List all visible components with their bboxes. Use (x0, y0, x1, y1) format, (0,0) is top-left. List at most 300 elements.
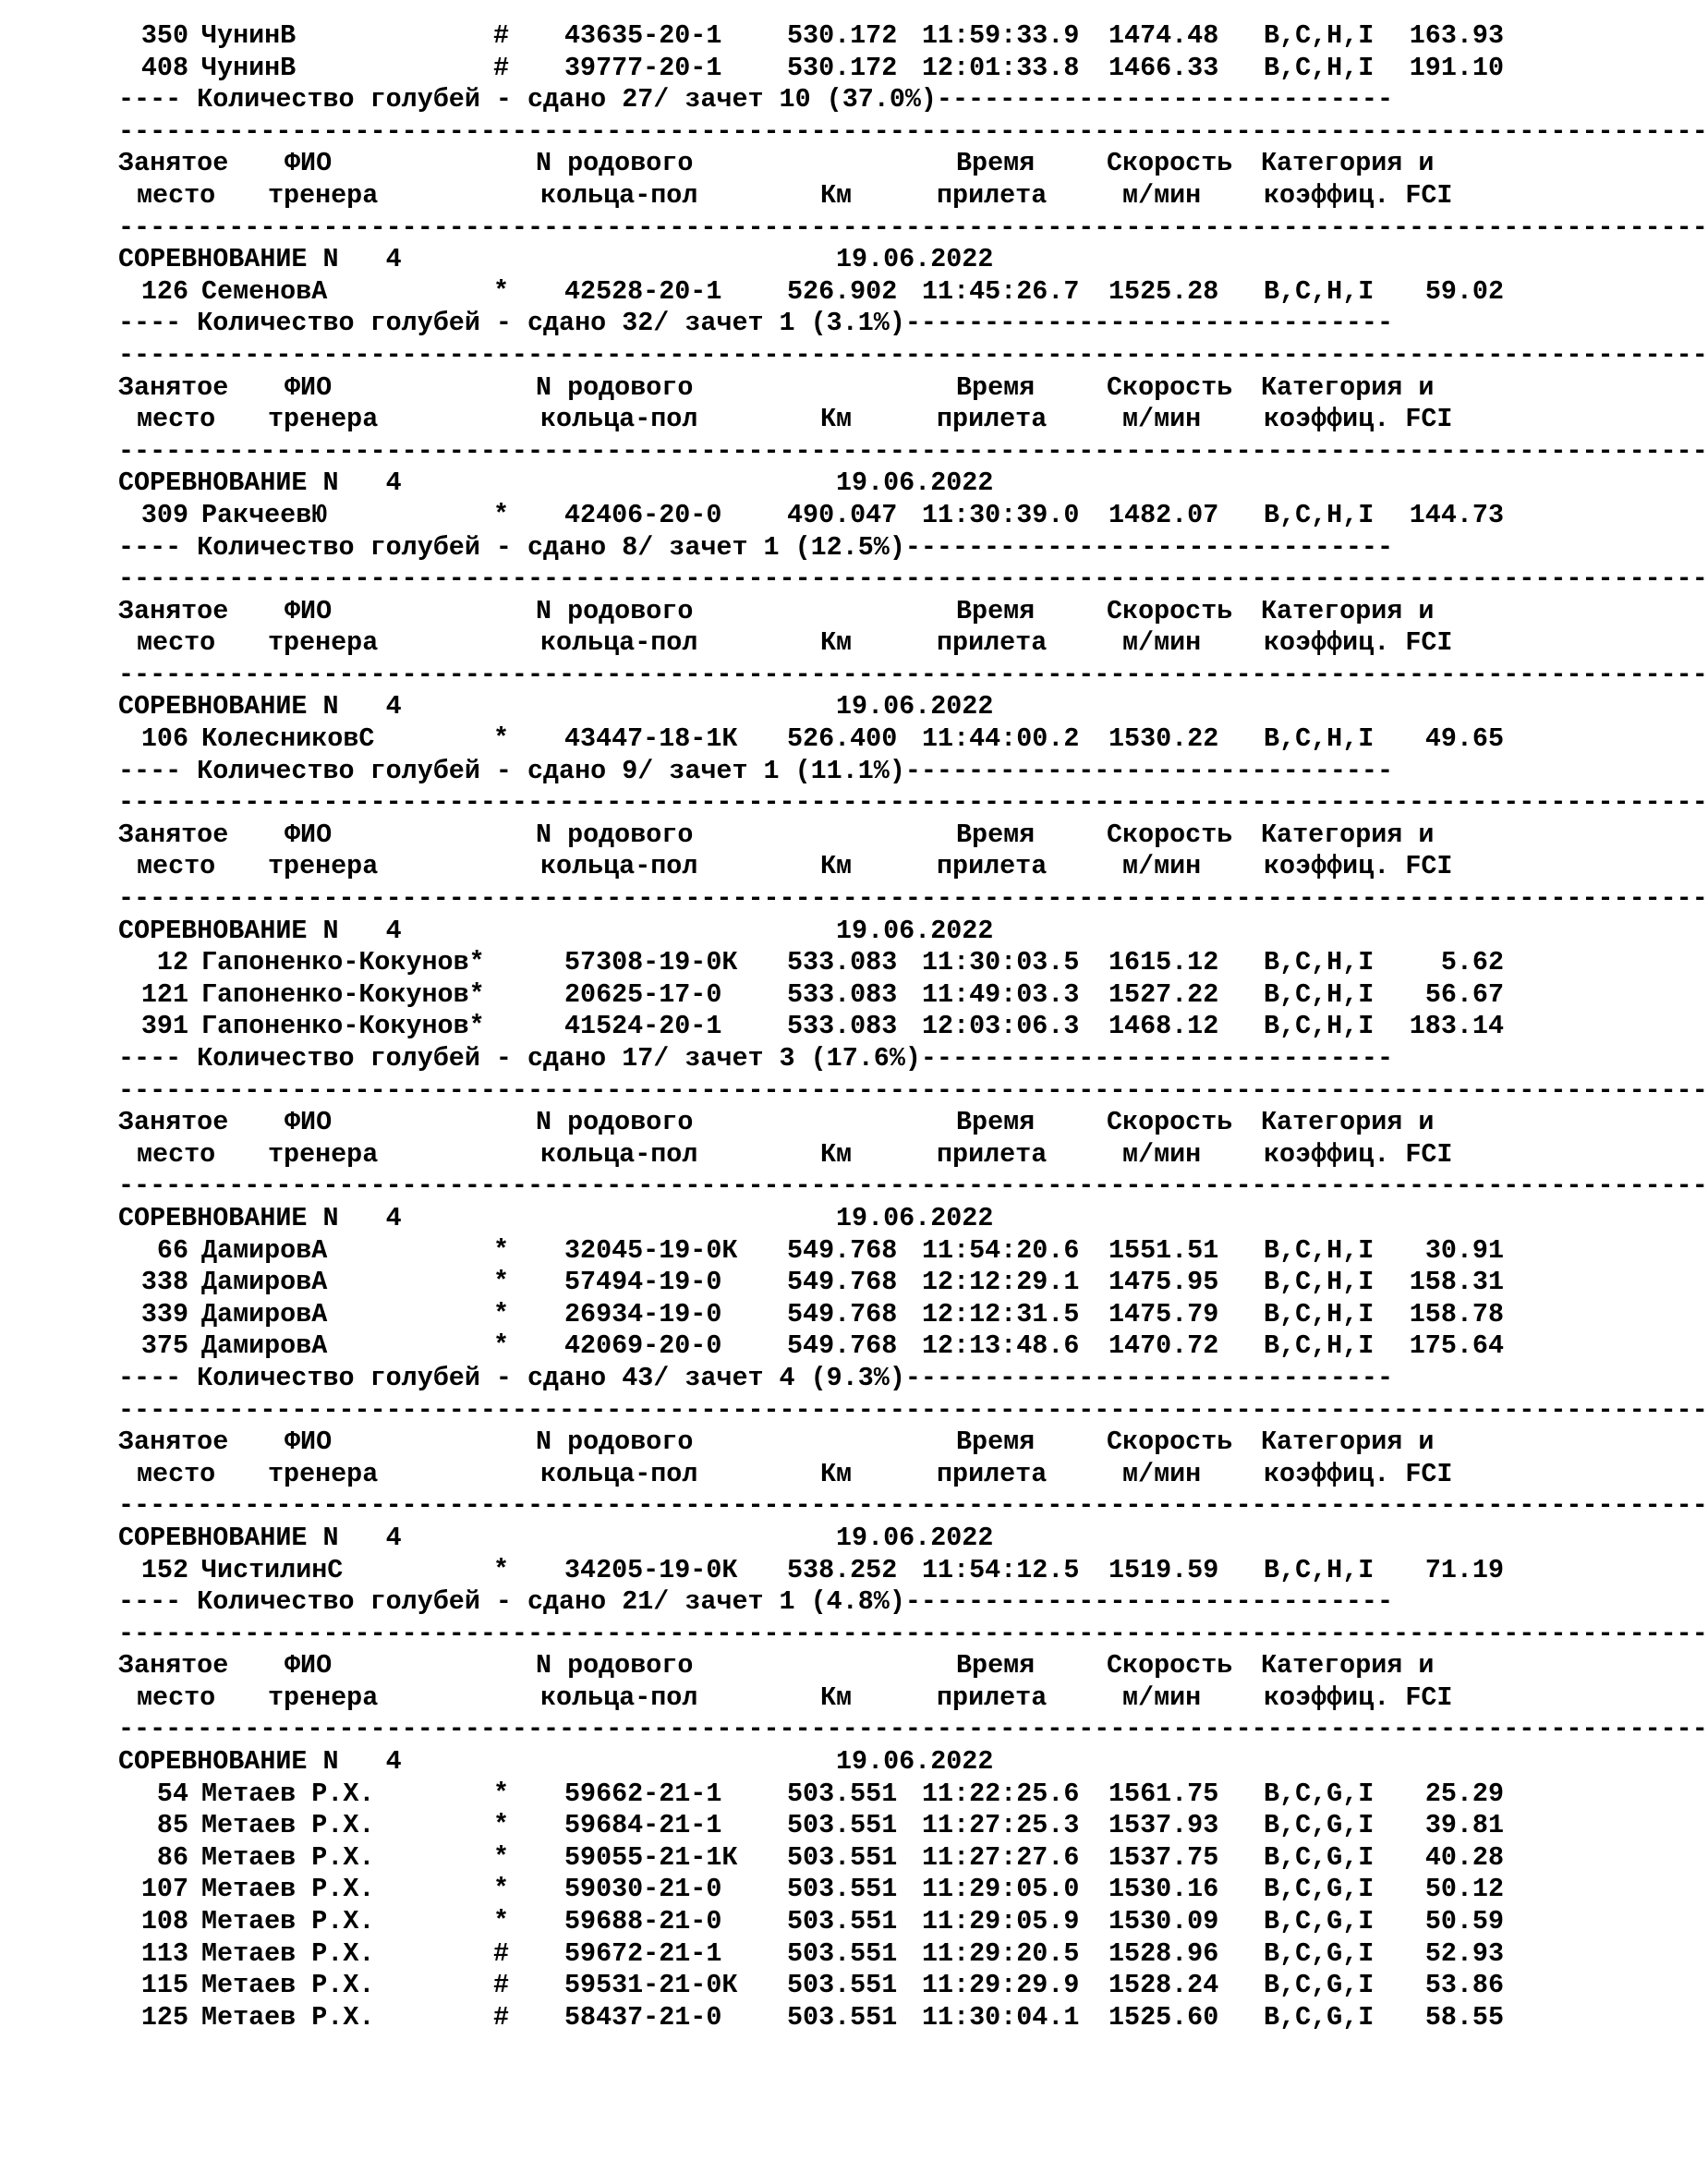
competition-date: 19.06.2022 (836, 1522, 994, 1553)
category-cell: B,C,H,I (1264, 947, 1375, 978)
header-place-2: место (137, 1681, 216, 1713)
arrival-time-cell: 12:01:33.8 (922, 52, 1080, 83)
trainer-name-cell: ЧунинВ (201, 20, 297, 51)
category-cell: B,C,H,I (1264, 1298, 1375, 1329)
header-place: Занятое (118, 1427, 229, 1458)
speed-cell: 1475.95 (1108, 1267, 1219, 1298)
separator-line (0, 787, 1708, 819)
header-time: Время (956, 371, 1036, 403)
fci-coefficient-cell: 53.86 (1424, 1970, 1504, 2001)
header-ring: N родового (536, 148, 694, 179)
arrival-time-cell: 12:12:31.5 (922, 1298, 1080, 1329)
ring-number-cell: 39777-20-1 (564, 52, 722, 83)
trainer-name-cell: ДамировА (201, 1267, 328, 1298)
header-ring-2: кольца-пол (540, 1138, 698, 1170)
speed-cell: 1551.51 (1108, 1234, 1219, 1266)
fci-coefficient-cell: 40.28 (1424, 1841, 1504, 1873)
speed-cell: 1474.48 (1108, 20, 1219, 51)
ring-number-cell: 59531-21-0К (564, 1970, 738, 2001)
column-header-line-1 (0, 1427, 1528, 1459)
trainer-name-cell: Метаев Р.Х. (201, 1874, 375, 1905)
mark-cell: * (493, 275, 510, 307)
fci-coefficient-cell: 58.55 (1424, 2001, 1504, 2033)
header-time-2: прилета (937, 1681, 1048, 1713)
speed-cell: 1530.22 (1108, 723, 1219, 755)
speed-cell: 1615.12 (1108, 947, 1219, 978)
fci-coefficient-cell: 163.93 (1409, 20, 1504, 51)
header-category-2: коэффиц. FCI (1264, 1138, 1453, 1170)
distance-km-cell: 503.551 (787, 1906, 898, 1937)
header-place-2: место (137, 627, 216, 659)
mark-cell: * (493, 1267, 510, 1298)
fci-coefficient-cell: 39.81 (1424, 1810, 1504, 1841)
category-cell: B,C,H,I (1264, 52, 1375, 83)
distance-km-cell: 549.768 (787, 1234, 898, 1266)
mark-cell: * (493, 1906, 510, 1937)
header-ring: N родового (536, 1650, 694, 1681)
arrival-time-cell: 11:29:05.0 (922, 1874, 1080, 1905)
separator-dashes: ----------------------------------------------------------------------------------------------------- (118, 1618, 1708, 1649)
place-cell: 391 (140, 1011, 188, 1042)
place-cell: 54 (156, 1778, 188, 1809)
header-ring-2: кольца-пол (540, 1458, 698, 1489)
header-time-2: прилета (937, 627, 1048, 659)
result-row (0, 1906, 1528, 1938)
arrival-time-cell: 11:44:00.2 (922, 723, 1080, 755)
category-cell: B,C,H,I (1264, 1554, 1375, 1585)
speed-cell: 1466.33 (1108, 52, 1219, 83)
competition-title: СОРЕВНОВАНИЕ N 4 (118, 1202, 402, 1233)
competition-title: СОРЕВНОВАНИЕ N 4 (118, 467, 402, 499)
header-place-2: место (137, 1138, 216, 1170)
speed-cell: 1530.16 (1108, 1874, 1219, 1905)
trainer-name-cell: Метаев Р.Х. (201, 1778, 375, 1809)
ring-number-cell: 57308-19-0К (564, 947, 738, 978)
header-place-2: место (137, 1458, 216, 1489)
ring-number-cell: 57494-19-0 (564, 1267, 722, 1298)
distance-km-cell: 533.083 (787, 978, 898, 1010)
distance-km-cell: 503.551 (787, 1937, 898, 1969)
mark-cell: * (493, 1810, 510, 1841)
ring-number-cell: 42528-20-1 (564, 275, 722, 307)
header-fio: ФИО (285, 148, 333, 179)
ring-number-cell: 59672-21-1 (564, 1937, 722, 1969)
arrival-time-cell: 11:30:03.5 (922, 947, 1080, 978)
place-cell: 85 (156, 1810, 188, 1841)
separator-dashes: ----------------------------------------------------------------------------------------------------- (118, 212, 1708, 243)
category-cell: B,C,H,I (1264, 499, 1375, 530)
result-row (0, 1299, 1528, 1331)
mark-cell: * (493, 1234, 510, 1266)
separator-line (0, 883, 1708, 916)
header-category-2: коэффиц. FCI (1264, 627, 1453, 659)
fci-coefficient-cell: 183.14 (1409, 1011, 1504, 1042)
separator-dashes: ----------------------------------------------------------------------------------------------------- (118, 883, 1708, 915)
distance-km-cell: 538.252 (787, 1554, 898, 1585)
header-speed: Скорость (1107, 148, 1233, 179)
distance-km-cell: 549.768 (787, 1298, 898, 1329)
arrival-time-cell: 12:03:06.3 (922, 1011, 1080, 1042)
header-speed-2: м/мин (1122, 851, 1202, 882)
competition-title: СОРЕВНОВАНИЕ N 4 (118, 691, 402, 722)
trainer-name-cell: Метаев Р.Х. (201, 1937, 375, 1969)
distance-km-cell: 503.551 (787, 2001, 898, 2033)
place-cell: 350 (140, 20, 188, 51)
header-fio: ФИО (285, 371, 333, 403)
result-row (0, 723, 1528, 756)
results-document (0, 20, 1708, 2034)
pigeon-count-summary: ---- Количество голубей - сдано 21/ зачет 1 (4.8%)------------------------------- (118, 1586, 1394, 1618)
distance-km-cell: 549.768 (787, 1330, 898, 1362)
arrival-time-cell: 11:29:05.9 (922, 1906, 1080, 1937)
result-row (0, 1555, 1528, 1587)
result-row (0, 1938, 1528, 1971)
arrival-time-cell: 11:27:27.6 (922, 1841, 1080, 1873)
competition-date: 19.06.2022 (836, 915, 994, 946)
separator-dashes: ----------------------------------------------------------------------------------------------------- (118, 339, 1708, 370)
arrival-time-cell: 11:45:26.7 (922, 275, 1080, 307)
header-fio-2: тренера (268, 1458, 379, 1489)
category-cell: B,C,G,I (1264, 1874, 1375, 1905)
header-ring: N родового (536, 595, 694, 626)
competition-title-line (0, 1523, 1528, 1555)
column-header-line-2 (0, 1139, 1528, 1172)
arrival-time-cell: 11:49:03.3 (922, 978, 1080, 1010)
ring-number-cell: 59684-21-1 (564, 1810, 722, 1841)
header-fio: ФИО (285, 1650, 333, 1681)
ring-number-cell: 43447-18-1К (564, 723, 738, 755)
separator-dashes: ----------------------------------------------------------------------------------------------------- (118, 1074, 1708, 1106)
ring-number-cell: 59662-21-1 (564, 1778, 722, 1809)
ring-number-cell: 42069-20-0 (564, 1330, 722, 1362)
ring-number-cell: 59030-21-0 (564, 1874, 722, 1905)
result-row (0, 947, 1528, 979)
fci-coefficient-cell: 144.73 (1409, 499, 1504, 530)
result-row (0, 1842, 1528, 1875)
trainer-name-cell: Метаев Р.Х. (201, 1841, 375, 1873)
ring-number-cell: 34205-19-0К (564, 1554, 738, 1585)
arrival-time-cell: 11:29:20.5 (922, 1937, 1080, 1969)
category-cell: B,C,G,I (1264, 1970, 1375, 2001)
separator-dashes: ----------------------------------------------------------------------------------------------------- (118, 787, 1708, 819)
separator-dashes: ----------------------------------------------------------------------------------------------------- (118, 1490, 1708, 1522)
header-fio-2: тренера (268, 851, 379, 882)
header-fio-2: тренера (268, 627, 379, 659)
header-km: Км (820, 627, 853, 659)
header-category: Категория и (1261, 148, 1435, 179)
category-cell: B,C,G,I (1264, 1778, 1375, 1809)
category-cell: B,C,H,I (1264, 275, 1375, 307)
header-speed-2: м/мин (1122, 1681, 1202, 1713)
place-cell: 126 (140, 275, 188, 307)
category-cell: B,C,H,I (1264, 1267, 1375, 1298)
separator-line (0, 1490, 1708, 1523)
header-speed-2: м/мин (1122, 1458, 1202, 1489)
column-header-line-1 (0, 596, 1528, 628)
fci-coefficient-cell: 56.67 (1424, 978, 1504, 1010)
category-cell: B,C,G,I (1264, 1937, 1375, 1969)
result-row (0, 1970, 1528, 2002)
category-cell: B,C,H,I (1264, 978, 1375, 1010)
header-category-2: коэффиц. FCI (1264, 1458, 1453, 1489)
header-fio: ФИО (285, 595, 333, 626)
header-speed-2: м/мин (1122, 627, 1202, 659)
category-cell: B,C,H,I (1264, 1011, 1375, 1042)
mark-cell: # (493, 52, 510, 83)
trainer-name-cell: Гапоненко-Кокунов* (201, 1011, 485, 1042)
distance-km-cell: 503.551 (787, 1841, 898, 1873)
speed-cell: 1482.07 (1108, 499, 1219, 530)
header-category: Категория и (1261, 1107, 1435, 1138)
header-ring: N родового (536, 1427, 694, 1458)
mark-cell: * (493, 723, 510, 755)
pigeon-count-summary: ---- Количество голубей - сдано 43/ зачет 4 (9.3%)------------------------------- (118, 1362, 1394, 1393)
fci-coefficient-cell: 49.65 (1424, 723, 1504, 755)
column-header-line-1 (0, 1107, 1528, 1139)
separator-dashes: ----------------------------------------------------------------------------------------------------- (118, 564, 1708, 595)
header-speed: Скорость (1107, 1427, 1233, 1458)
ring-number-cell: 26934-19-0 (564, 1298, 722, 1329)
column-header-line-2 (0, 1682, 1528, 1715)
speed-cell: 1561.75 (1108, 1778, 1219, 1809)
mark-cell: # (493, 20, 510, 51)
competition-date: 19.06.2022 (836, 691, 994, 722)
header-place: Занятое (118, 371, 229, 403)
summary-line (0, 532, 1528, 565)
header-place: Занятое (118, 1107, 229, 1138)
speed-cell: 1528.24 (1108, 1970, 1219, 2001)
fci-coefficient-cell: 5.62 (1440, 947, 1504, 978)
competition-date: 19.06.2022 (836, 1746, 994, 1778)
header-fio-2: тренера (268, 1138, 379, 1170)
distance-km-cell: 503.551 (787, 1778, 898, 1809)
ring-number-cell: 42406-20-0 (564, 499, 722, 530)
header-time: Время (956, 1427, 1036, 1458)
summary-line (0, 1363, 1528, 1395)
header-category: Категория и (1261, 1427, 1435, 1458)
place-cell: 108 (140, 1906, 188, 1937)
header-speed: Скорость (1107, 595, 1233, 626)
trainer-name-cell: Метаев Р.Х. (201, 1970, 375, 2001)
separator-line (0, 115, 1708, 149)
result-row (0, 53, 1528, 85)
fci-coefficient-cell: 175.64 (1409, 1330, 1504, 1362)
separator-line (0, 1394, 1708, 1427)
header-category: Категория и (1261, 371, 1435, 403)
column-header-line-1 (0, 148, 1528, 180)
place-cell: 107 (140, 1874, 188, 1905)
separator-dashes: ----------------------------------------------------------------------------------------------------- (118, 1714, 1708, 1745)
summary-line (0, 1043, 1528, 1075)
separator-dashes: ----------------------------------------------------------------------------------------------------- (118, 115, 1708, 147)
header-ring-2: кольца-пол (540, 179, 698, 211)
speed-cell: 1527.22 (1108, 978, 1219, 1010)
mark-cell: * (493, 1298, 510, 1329)
trainer-name-cell: СеменовА (201, 275, 328, 307)
separator-line (0, 435, 1708, 468)
distance-km-cell: 526.902 (787, 275, 898, 307)
header-category: Категория и (1261, 1650, 1435, 1681)
category-cell: B,C,H,I (1264, 1234, 1375, 1266)
separator-line (0, 1618, 1708, 1651)
competition-date: 19.06.2022 (836, 1202, 994, 1233)
fci-coefficient-cell: 71.19 (1424, 1554, 1504, 1585)
speed-cell: 1530.09 (1108, 1906, 1219, 1937)
header-ring-2: кольца-пол (540, 404, 698, 435)
header-fio-2: тренера (268, 1681, 379, 1713)
column-header-line-1 (0, 1650, 1528, 1682)
trainer-name-cell: Гапоненко-Кокунов* (201, 947, 485, 978)
distance-km-cell: 503.551 (787, 1810, 898, 1841)
header-time-2: прилета (937, 851, 1048, 882)
place-cell: 375 (140, 1330, 188, 1362)
header-place-2: место (137, 179, 216, 211)
pigeon-count-summary: ---- Количество голубей - сдано 27/ зачет 10 (37.0%)----------------------------- (118, 84, 1394, 115)
result-row (0, 500, 1528, 532)
trainer-name-cell: РакчеевЮ (201, 499, 328, 530)
trainer-name-cell: ДамировА (201, 1234, 328, 1266)
speed-cell: 1519.59 (1108, 1554, 1219, 1585)
result-row (0, 1874, 1528, 1906)
mark-cell: * (493, 1554, 510, 1585)
header-fio: ФИО (285, 1107, 333, 1138)
distance-km-cell: 533.083 (787, 1011, 898, 1042)
header-speed: Скорость (1107, 1650, 1233, 1681)
header-km: Км (820, 1458, 853, 1489)
mark-cell: * (493, 1874, 510, 1905)
fci-coefficient-cell: 59.02 (1424, 275, 1504, 307)
header-fio-2: тренера (268, 179, 379, 211)
separator-line (0, 659, 1708, 692)
speed-cell: 1470.72 (1108, 1330, 1219, 1362)
speed-cell: 1528.96 (1108, 1937, 1219, 1969)
trainer-name-cell: Метаев Р.Х. (201, 1906, 375, 1937)
header-time-2: прилета (937, 1138, 1048, 1170)
ring-number-cell: 41524-20-1 (564, 1011, 722, 1042)
category-cell: B,C,H,I (1264, 20, 1375, 51)
place-cell: 339 (140, 1298, 188, 1329)
separator-line (0, 1074, 1708, 1108)
header-speed: Скорость (1107, 1107, 1233, 1138)
competition-title-line (0, 244, 1528, 276)
fci-coefficient-cell: 30.91 (1424, 1234, 1504, 1266)
pigeon-count-summary: ---- Количество голубей - сдано 9/ зачет 1 (11.1%)------------------------------- (118, 755, 1394, 786)
competition-date: 19.06.2022 (836, 244, 994, 275)
fci-coefficient-cell: 158.31 (1409, 1267, 1504, 1298)
distance-km-cell: 526.400 (787, 723, 898, 755)
mark-cell: # (493, 2001, 510, 2033)
trainer-name-cell: Метаев Р.Х. (201, 2001, 375, 2033)
header-speed-2: м/мин (1122, 1138, 1202, 1170)
result-row (0, 2002, 1528, 2034)
pigeon-count-summary: ---- Количество голубей - сдано 17/ зачет 3 (17.6%)------------------------------ (118, 1043, 1394, 1074)
header-speed: Скорость (1107, 371, 1233, 403)
competition-title: СОРЕВНОВАНИЕ N 4 (118, 1746, 402, 1778)
distance-km-cell: 530.172 (787, 52, 898, 83)
speed-cell: 1525.60 (1108, 2001, 1219, 2033)
header-ring: N родового (536, 819, 694, 850)
header-time-2: прилета (937, 404, 1048, 435)
distance-km-cell: 503.551 (787, 1970, 898, 2001)
header-fio: ФИО (285, 1427, 333, 1458)
summary-line (0, 1586, 1528, 1619)
distance-km-cell: 549.768 (787, 1267, 898, 1298)
header-ring: N родового (536, 371, 694, 403)
header-fio: ФИО (285, 819, 333, 850)
arrival-time-cell: 12:12:29.1 (922, 1267, 1080, 1298)
separator-dashes: ----------------------------------------------------------------------------------------------------- (118, 435, 1708, 467)
header-km: Км (820, 179, 853, 211)
competition-date: 19.06.2022 (836, 467, 994, 499)
arrival-time-cell: 11:29:29.9 (922, 1970, 1080, 2001)
ring-number-cell: 32045-19-0К (564, 1234, 738, 1266)
fci-coefficient-cell: 52.93 (1424, 1937, 1504, 1969)
header-place: Занятое (118, 1650, 229, 1681)
separator-line (0, 1171, 1708, 1203)
speed-cell: 1468.12 (1108, 1011, 1219, 1042)
result-row (0, 1267, 1528, 1299)
trainer-name-cell: Метаев Р.Х. (201, 1810, 375, 1841)
competition-title-line (0, 467, 1528, 500)
result-row (0, 1810, 1528, 1842)
header-category-2: коэффиц. FCI (1264, 404, 1453, 435)
header-time: Время (956, 595, 1036, 626)
header-speed-2: м/мин (1122, 404, 1202, 435)
result-row (0, 276, 1528, 309)
speed-cell: 1537.75 (1108, 1841, 1219, 1873)
header-place: Занятое (118, 595, 229, 626)
header-category-2: коэффиц. FCI (1264, 851, 1453, 882)
column-header-line-2 (0, 851, 1528, 883)
header-category-2: коэффиц. FCI (1264, 179, 1453, 211)
column-header-line-2 (0, 404, 1528, 436)
column-header-line-2 (0, 627, 1528, 660)
category-cell: B,C,G,I (1264, 1841, 1375, 1873)
arrival-time-cell: 12:13:48.6 (922, 1330, 1080, 1362)
pigeon-count-summary: ---- Количество голубей - сдано 8/ зачет 1 (12.5%)------------------------------- (118, 531, 1394, 563)
header-place: Занятое (118, 148, 229, 179)
arrival-time-cell: 11:30:04.1 (922, 2001, 1080, 2033)
header-speed: Скорость (1107, 819, 1233, 850)
place-cell: 408 (140, 52, 188, 83)
ring-number-cell: 20625-17-0 (564, 978, 722, 1010)
place-cell: 115 (140, 1970, 188, 2001)
competition-title-line (0, 691, 1528, 723)
arrival-time-cell: 11:54:12.5 (922, 1554, 1080, 1585)
header-time: Время (956, 819, 1036, 850)
column-header-line-2 (0, 1459, 1528, 1491)
header-place-2: место (137, 851, 216, 882)
arrival-time-cell: 11:30:39.0 (922, 499, 1080, 530)
separator-dashes: ----------------------------------------------------------------------------------------------------- (118, 1394, 1708, 1426)
summary-line (0, 84, 1528, 116)
separator-line (0, 339, 1708, 372)
header-ring: N родового (536, 1107, 694, 1138)
mark-cell: * (493, 1778, 510, 1809)
pigeon-count-summary: ---- Количество голубей - сдано 32/ зачет 1 (3.1%)------------------------------- (118, 308, 1394, 339)
place-cell: 66 (156, 1234, 188, 1266)
header-place: Занятое (118, 819, 229, 850)
trainer-name-cell: ДамировА (201, 1298, 328, 1329)
header-speed-2: м/мин (1122, 179, 1202, 211)
separator-dashes: ----------------------------------------------------------------------------------------------------- (118, 1171, 1708, 1202)
trainer-name-cell: ДамировА (201, 1330, 328, 1362)
category-cell: B,C,G,I (1264, 1906, 1375, 1937)
ring-number-cell: 59055-21-1К (564, 1841, 738, 1873)
distance-km-cell: 490.047 (787, 499, 898, 530)
category-cell: B,C,H,I (1264, 723, 1375, 755)
speed-cell: 1537.93 (1108, 1810, 1219, 1841)
